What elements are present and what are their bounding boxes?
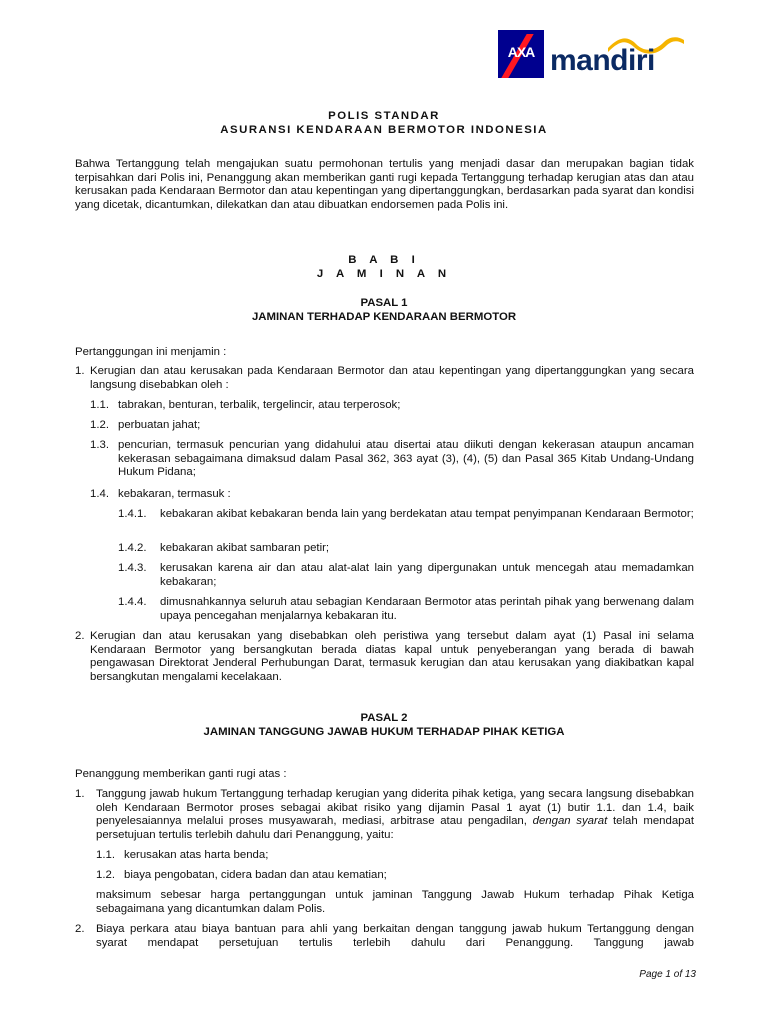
item-text: kebakaran akibat sambaran petir; [160,542,330,554]
item-number: 2. [75,923,85,935]
item-number: 1.1. [90,399,109,411]
axa-logo-text: AXA [507,44,535,60]
intro-paragraph: Bahwa Tertanggung telah mengajukan suatu permohonan tertulis yang menjadi dasar dan merupakan bagian tidak terpisahkan dari Polis ini, Penanggung akan memberikan ganti rugi kepada Tertanggung terhadap kerugian atas dan atau kerusakan pada Kendaraan Bermotor dan atau kepentingan yang dipertanggungkan, berdasarkan pada syarat dan kondisi yang dicetak, dicantumkan, dilekatkan dan atau dibuatkan endorsemen pada Polis ini. [75,158,694,211]
item-text: kebakaran, termasuk : [118,488,231,500]
item-text-emphasis: dengan syarat [532,815,608,828]
item-number: 1. [75,788,85,800]
document-subtitle: ASURANSI KENDARAAN BERMOTOR INDONESIA [220,124,548,136]
item-number: 1.2. [90,419,109,431]
axa-mandiri-logo [498,30,688,82]
item-text: perbuatan jahat; [118,419,201,431]
item-text: tabrakan, benturan, terbalik, tergelincir, atau terperosok; [118,399,401,411]
pasal-2-lead: Penanggung memberikan ganti rugi atas : [75,768,287,780]
item-number: 1.4.2. [118,542,147,554]
item-text: pencurian, termasuk pencurian yang didahului atau disertai atau diikuti dengan kekerasan ataupun ancaman kekerasan sebagaimana dimaksud dalam Pasal 362, 363 ayat (3), (4), (5) dan Pasal 365 Kitab Undang-Undang Hukum Pidana; [118,439,694,479]
item-text: kebakaran akibat kebakaran benda lain yang berdekatan atau tempat penyimpanan Kendaraan Bermotor; [160,508,694,520]
item-text: Kerugian dan atau kerusakan pada Kendaraan Bermotor dan atau kepentingan yang dipertanggungkan yang secara langsung disebabkan oleh : [90,365,694,391]
pasal-2-label: PASAL 2 [360,712,408,724]
item-text [96,788,694,842]
item-number: 1. [75,365,85,377]
mandiri-logo-text: mandiri [550,44,655,77]
pasal-1-label: PASAL 1 [360,297,408,309]
item-number: 1.4.1. [118,508,147,520]
bab-title: B A B I [348,254,420,266]
bab-subtitle: J A M I N A N [316,268,452,280]
item-number: 1.4.3. [118,562,147,574]
pasal-2-heading: JAMINAN TANGGUNG JAWAB HUKUM TERHADAP PIHAK KETIGA [203,726,565,738]
item-number: 1.4. [90,488,109,500]
page-number: Page 1 of 13 [639,969,696,980]
item-text: Biaya perkara atau biaya bantuan para ahli yang berkaitan dengan tanggung jawab hukum Tertanggung dengan syarat mendapat persetujuan tertulis terlebih dahulu dari Penanggung. Tanggung jawab [96,923,694,949]
item-number: 1.4.4. [118,596,147,608]
item-number: 1.2. [96,869,115,881]
item-text: biaya pengobatan, cidera badan dan atau kematian; [124,869,387,881]
item-text-part-a: Tanggung jawab hukum Tertanggung terhadap kerugian yang diderita pihak ketiga, yang secara langsung disebabkan oleh Kendaraan Bermotor proses sebagai akibat risiko yang dijamin Pasal 1 ayat (1) butir 1.1. dan 1.4, baik penyelesaiannya melalui proses musyawarah, mediasi, arbitrase atau pengadilan, [96,788,694,828]
item-text: dimusnahkannya seluruh atau sebagian Kendaraan Bermotor atas perintah pihak yang berwenang dalam upaya pencegahan menjalarnya kebakaran itu. [160,596,694,622]
item-text: kerusakan atas harta benda; [124,849,269,861]
item-text: Kerugian dan atau kerusakan yang disebabkan oleh peristiwa yang tersebut dalam ayat (1) Pasal ini selama Kendaraan Bermotor yang bersangkutan berada diatas kapal untuk penyeberangan yang berada di bawah pengawasan Direktorat Jenderal Perhubungan Darat, termasuk kerugian dan atau kerusakan yang diakibatkan kapal bersangkutan mengalami kecelakaan. [90,630,694,683]
pasal-1-lead: Pertanggungan ini menjamin : [75,346,227,358]
item-text-part-b: telah mendapat persetujuan tertulis terlebih dahulu dari Penanggung, yaitu: [96,815,695,841]
item-number: 1.1. [96,849,115,861]
item-number: 1.3. [90,439,109,451]
item-number: 2. [75,630,85,642]
pasal-2-note: maksimum sebesar harga pertanggungan untuk jaminan Tanggung Jawab Hukum terhadap Pihak Ketiga sebagaimana yang dicantumkan dalam Polis. [96,889,694,915]
pasal-1-heading: JAMINAN TERHADAP KENDARAAN BERMOTOR [251,311,517,323]
item-text: kerusakan karena air dan atau alat-alat lain yang dipergunakan untuk mencegah atau memadamkan kebakaran; [160,562,694,588]
axa-logo [498,30,544,78]
document-title: POLIS STANDAR [328,110,440,122]
